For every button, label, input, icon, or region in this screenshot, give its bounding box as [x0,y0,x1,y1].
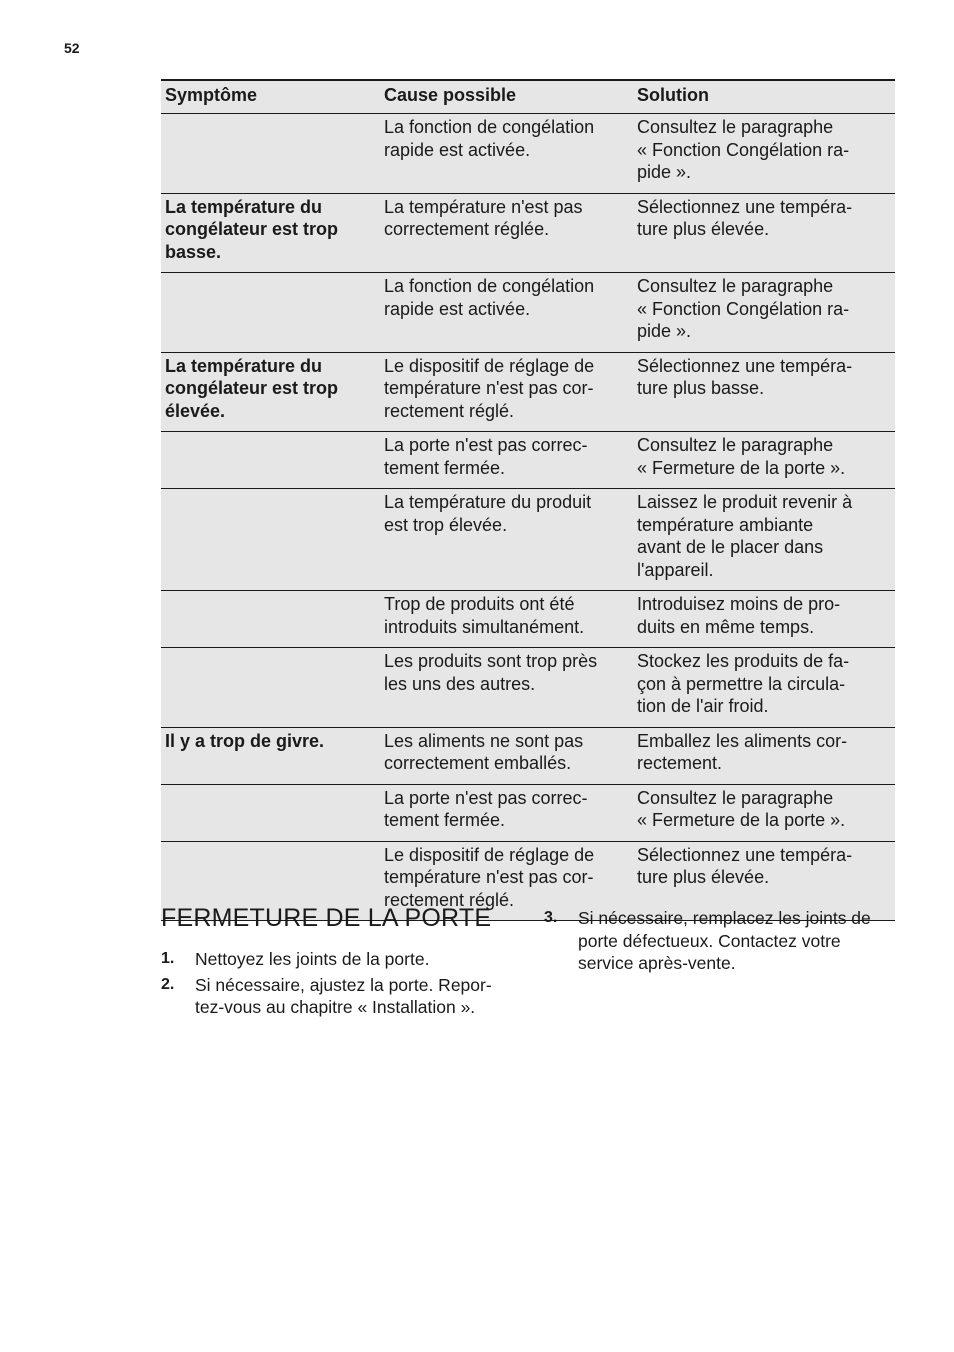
cause-cell [380,784,633,841]
symptom-cell [161,648,380,728]
solution-text: Consultez le paragraphe « Fonction Congélation ra- pide ». [637,117,850,182]
solution-text: Consultez le paragraphe « Fermeture de la porte ». [637,435,846,478]
table-row [161,489,895,591]
cause-text: La porte n'est pas correc- tement fermée. [384,787,588,830]
troubleshooting-table-container [161,79,895,921]
troubleshooting-table [161,79,895,921]
cause-text: La fonction de congélation rapide est activée. [384,276,595,319]
solution-cell [633,114,895,194]
solution-text: Sélectionnez une tempéra- ture plus basse. [637,355,853,398]
table-row [161,784,895,841]
step-text: Nettoyez les joints de la porte. [195,949,430,969]
header-cause: Cause possible [380,80,633,114]
step-item [544,907,894,975]
symptom-cell [161,727,380,784]
solution-cell [633,273,895,353]
symptom-text: La température du congélateur est trop basse. [165,196,339,262]
steps-list [161,948,521,1022]
solution-text: Consultez le paragraphe « Fermeture de la porte ». [637,787,846,830]
cause-cell [380,591,633,648]
cause-cell [380,648,633,728]
step-text: Si nécessaire, remplacez les joints de porte défectueux. Contactez votre service après-vente. [578,908,871,973]
cause-text: Trop de produits ont été introduits simultanément. [384,594,585,637]
solution-text: Consultez le paragraphe « Fonction Congélation ra- pide ». [637,276,850,341]
step-number: 1. [161,950,175,967]
page-number: 52 [64,40,80,56]
step-item [161,974,521,1019]
symptom-cell [161,489,380,591]
solution-text: Stockez les produits de fa- çon à permettre la circula- tion de l'air froid. [637,651,850,716]
solution-text: Introduisez moins de pro- duits en même temps. [637,594,841,637]
solution-cell [633,432,895,489]
solution-text: Laissez le produit revenir à température ambiante avant de le placer dans l'appareil. [637,492,853,580]
cause-text: Les aliments ne sont pas correctement emballés. [384,730,584,773]
table-row [161,273,895,353]
solution-cell [633,727,895,784]
header-solution: Solution [633,80,895,114]
step-number: 3. [544,909,558,926]
cause-cell [380,489,633,591]
symptom-cell [161,591,380,648]
step-number: 2. [161,975,175,993]
symptom-cell [161,784,380,841]
symptom-cell [161,352,380,432]
symptom-cell [161,273,380,353]
cause-text: Le dispositif de réglage de température n'est pas cor- rectement réglé. [384,844,595,910]
table-row [161,727,895,784]
solution-cell [633,648,895,728]
solution-cell [633,489,895,591]
section-title: FERMETURE DE LA PORTE [161,904,492,932]
steps-list-continued [544,907,894,978]
cause-cell [380,273,633,353]
symptom-text: La température du congélateur est trop élevée. [165,355,339,421]
solution-text: Emballez les aliments cor- rectement. [637,730,848,773]
cause-cell [380,727,633,784]
solution-cell [633,784,895,841]
table-row [161,432,895,489]
table-row [161,352,895,432]
cause-cell [380,432,633,489]
symptom-text: Il y a trop de givre. [165,730,325,751]
symptom-cell [161,432,380,489]
table-row [161,114,895,194]
table-header-row [161,80,895,114]
solution-cell [633,591,895,648]
cause-text: La température n'est pas correctement réglée. [384,196,583,239]
symptom-cell [161,114,380,194]
table-row [161,193,895,273]
cause-text: La porte n'est pas correc- tement fermée. [384,435,588,478]
cause-cell [380,114,633,194]
step-item [161,948,521,971]
solution-cell [633,193,895,273]
cause-text: La fonction de congélation rapide est activée. [384,117,595,160]
cause-cell [380,193,633,273]
solution-text: Sélectionnez une tempéra- ture plus élevée. [637,196,853,239]
cause-cell [380,352,633,432]
step-text: Si nécessaire, ajustez la porte. Repor- tez-vous au chapitre « Installation ». [195,974,492,1017]
symptom-cell [161,193,380,273]
cause-text: Les produits sont trop près les uns des autres. [384,651,598,694]
table-row [161,591,895,648]
header-symptom: Symptôme [161,80,380,114]
cause-text: La température du produit est trop élevée. [384,492,592,535]
table-row [161,648,895,728]
cause-text: Le dispositif de réglage de température n'est pas cor- rectement réglé. [384,355,595,421]
solution-text: Sélectionnez une tempéra- ture plus élevée. [637,844,853,887]
solution-cell [633,352,895,432]
